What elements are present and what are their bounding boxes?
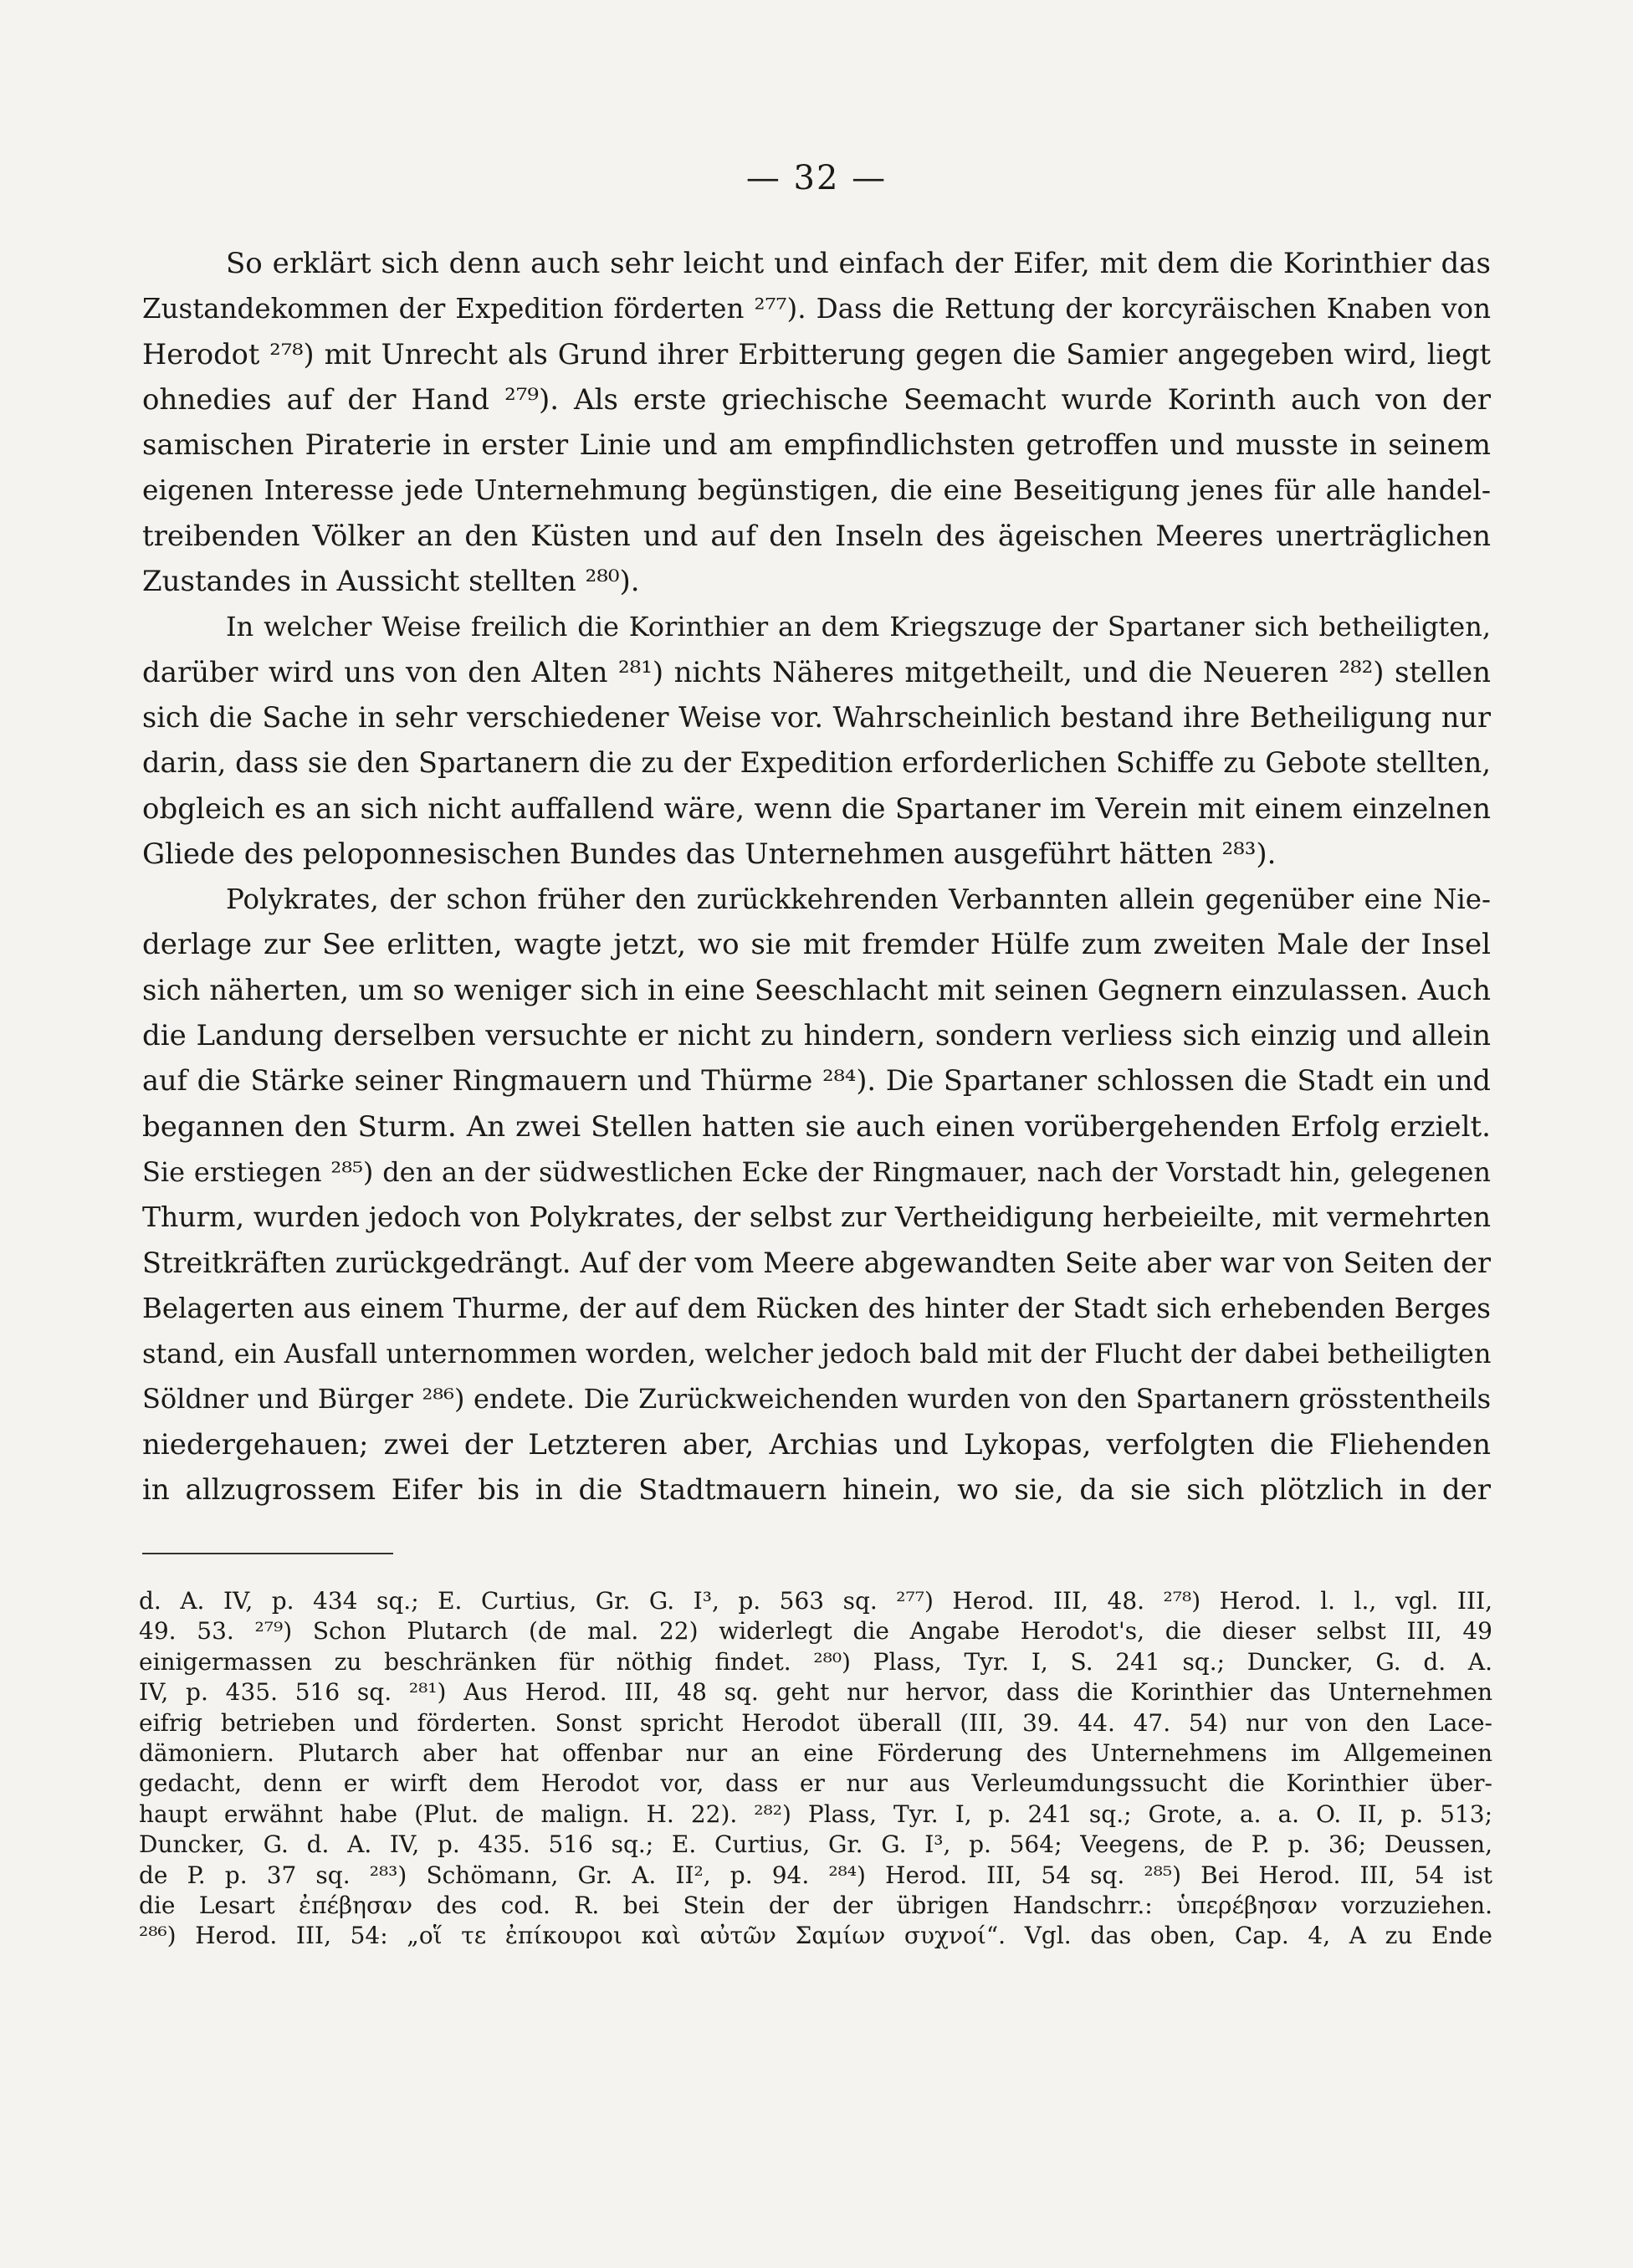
- text-line: Gliede des peloponnesischen Bundes das Unternehmen ausgeführt hätten ²⁸³).: [142, 837, 1277, 871]
- text-line: Söldner und Bürger ²⁸⁶) endete. Die Zurückweichenden wurden von den Spartanern grösstentheils: [142, 1383, 1491, 1416]
- footnote-line: ²⁸⁶) Herod. III, 54: „οἵ τε ἐπίκουροι καὶ αὐτῶν Σαμίων συχνοί“. Vgl. das oben, Cap. 4, A zu Ende: [139, 1922, 1492, 1950]
- text-line: samischen Piraterie in erster Linie und am empfindlichsten getroffen und musste in seinem: [142, 428, 1491, 463]
- text-line: treibenden Völker an den Küsten und auf den Inseln des ägeischen Meeres unerträglichen: [142, 519, 1491, 553]
- footnote-line: Duncker, G. d. A. IV, p. 435. 516 sq.; E. Curtius, Gr. G. I³, p. 564; Veegens, de P. p. 36; Deussen,: [139, 1830, 1492, 1859]
- text-line: die Landung derselben versuchte er nicht zu hindern, sondern verliess sich einzig und allein: [142, 1019, 1491, 1053]
- text-line: sich die Sache in sehr verschiedener Weise vor. Wahrscheinlich bestand ihre Betheiligung nur: [142, 700, 1491, 734]
- text-line: derlage zur See erlitten, wagte jetzt, wo sie mit fremder Hülfe zum zweiten Male der Insel: [142, 928, 1491, 962]
- page-number: — 32 —: [745, 159, 888, 197]
- footnote-line: die Lesart ἐπέβησαν des cod. R. bei Stein der der übrigen Handschrr.: ὑπερέβησαν vorzuziehen.: [139, 1891, 1492, 1919]
- text-line: obgleich es an sich nicht auffallend wäre, wenn die Spartaner im Verein mit einem einzelnen: [142, 791, 1491, 826]
- text-line: eigenen Interesse jede Unternehmung begünstigen, die eine Beseitigung jenes für alle handel-: [142, 474, 1491, 507]
- text-line: auf die Stärke seiner Ringmauern und Thürme ²⁸⁴). Die Spartaner schlossen die Stadt ein und: [142, 1064, 1491, 1098]
- text-line: begannen den Sturm. An zwei Stellen hatten sie auch einen vorübergehenden Erfolg erzielt.: [142, 1109, 1491, 1144]
- text-line: Belagerten aus einem Thurme, der auf dem Rücken des hinter der Stadt sich erhebenden Berges: [142, 1292, 1491, 1324]
- text-line: Sie erstiegen ²⁸⁵) den an der südwestlichen Ecke der Ringmauer, nach der Vorstadt hin, gelegenen: [142, 1155, 1491, 1188]
- footnote-line: 49. 53. ²⁷⁹) Schon Plutarch (de mal. 22) widerlegt die Angabe Herodot's, die dieser selbst III, 49: [139, 1617, 1492, 1646]
- footnote-line: de P. p. 37 sq. ²⁸³) Schömann, Gr. A. II², p. 94. ²⁸⁴) Herod. III, 54 sq. ²⁸⁵) Bei Herod. III, 54 ist: [139, 1861, 1492, 1889]
- footnote-line: dämoniern. Plutarch aber hat offenbar nur an eine Förderung des Unternehmens im Allgemeinen: [139, 1738, 1492, 1767]
- footnote-line: einigermassen zu beschränken für nöthig findet. ²⁸⁰) Plass, Tyr. I, S. 241 sq.; Duncker, G. d. A.: [139, 1647, 1492, 1676]
- footnote-line: gedacht, denn er wirft dem Herodot vor, dass er nur aus Verleumdungssucht die Korinthier über-: [139, 1769, 1492, 1798]
- text-line: ohnedies auf der Hand ²⁷⁹). Als erste griechische Seemacht wurde Korinth auch von der: [142, 382, 1491, 417]
- footnote-line: IV, p. 435. 516 sq. ²⁸¹) Aus Herod. III, 48 sq. geht nur hervor, dass die Korinthier das Unternehmen: [139, 1678, 1492, 1707]
- text-line: in allzugrossem Eifer bis in die Stadtmauern hinein, wo sie, da sie sich plötzlich in der: [142, 1473, 1491, 1508]
- main-text: [142, 241, 1491, 1513]
- text-line: niedergehauen; zwei der Letzteren aber, Archias und Lykopas, verfolgten die Fliehenden: [142, 1427, 1491, 1462]
- text-line: sich näherten, um so weniger sich in eine Seeschlacht mit seinen Gegnern einzulassen. Auch: [142, 973, 1491, 1007]
- text-line: Zustandekommen der Expedition förderten ²⁷⁷). Dass die Rettung der korcyräischen Knaben von: [142, 293, 1491, 325]
- text-line: Streitkräften zurückgedrängt. Auf der vom Meere abgewandten Seite aber war von Seiten der: [142, 1246, 1491, 1279]
- text-line: So erklärt sich denn auch sehr leicht und einfach der Eifer, mit dem die Korinthier das: [226, 247, 1491, 280]
- text-line: Zustandes in Aussicht stellten ²⁸⁰).: [142, 565, 640, 599]
- footnote-line: d. A. IV, p. 434 sq.; E. Curtius, Gr. G. I³, p. 563 sq. ²⁷⁷) Herod. III, 48. ²⁷⁸) Herod. l. l., vgl. III,: [139, 1587, 1492, 1615]
- footnotes: [139, 1586, 1492, 1952]
- text-line: stand, ein Ausfall unternommen worden, welcher jedoch bald mit der Flucht der dabei betheiligten: [142, 1338, 1492, 1370]
- footnote-line: haupt erwähnt habe (Plut. de malign. H. 22). ²⁸²) Plass, Tyr. I, p. 241 sq.; Grote, a. a. O. II, p. 513;: [139, 1800, 1492, 1828]
- text-line: darin, dass sie den Spartanern die zu der Expedition erforderlichen Schiffe zu Gebote stellten,: [142, 746, 1491, 780]
- text-line: Thurm, wurden jedoch von Polykrates, der selbst zur Vertheidigung herbeieilte, mit vermehrten: [142, 1201, 1491, 1234]
- text-line: Herodot ²⁷⁸) mit Unrecht als Grund ihrer Erbitterung gegen die Samier angegeben wird, liegt: [142, 337, 1491, 371]
- text-line: In welcher Weise freilich die Korinthier an dem Kriegszuge der Spartaner sich betheiligten,: [226, 611, 1491, 643]
- text-line: Polykrates, der schon früher den zurückkehrenden Verbannten allein gegenüber eine Nie-: [226, 883, 1491, 916]
- footnote-line: eifrig betrieben und förderten. Sonst spricht Herodot überall (III, 39. 44. 47. 54) nur von den Lace-: [139, 1708, 1492, 1737]
- footnote-divider: [142, 1553, 393, 1554]
- text-line: darüber wird uns von den Alten ²⁸¹) nichts Näheres mitgetheilt, und die Neueren ²⁸²) stellen: [142, 655, 1491, 689]
